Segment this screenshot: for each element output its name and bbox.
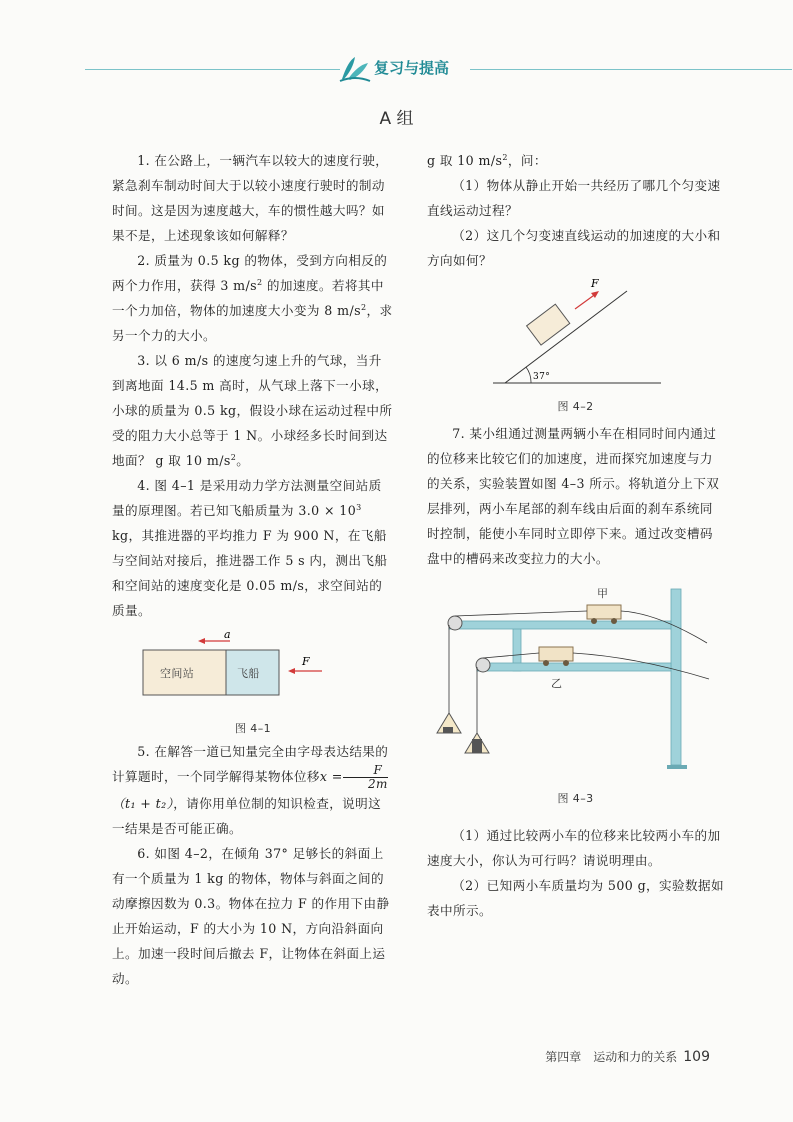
question-7-part-2: （2）已知两小车质量均为 500 g，实验数据如表中所示。: [427, 878, 724, 918]
section-title: 复习与提高: [374, 59, 450, 77]
cart-b-label: 乙: [551, 677, 563, 690]
cart-a-label: 甲: [597, 587, 609, 600]
figure-4-1: [112, 629, 394, 735]
chapter-label: 第四章 运动和力的关系: [545, 1050, 678, 1064]
incline-diagram: [427, 273, 724, 391]
question-7: 7. 某小组通过测量两辆小车在相同时间内通过的位移来比较它们的加速度，进而探究加速度与力的关系，实验装置如图 4–3 所示。将轨道分上下双层排列，两小车尾部的刹车线由后面的刹车系统同时控制，能使小车同时立即停下来。通过改变槽码盘中的槽码来改变拉力的大小。: [427, 426, 720, 566]
question-4: 4. 图 4–1 是采用动力学方法测量空间站质量的原理图。若已知飞船质量为 $3.0 \times 10^3$ kg，其推进器的平均推力 F 为 900 N，在飞船与空间站对接后，推进器工作 5 s 内，测出飞船和空间站的速度变化是 0.05 m/s，求空间站的质量。: [112, 478, 388, 618]
right-column: [427, 148, 724, 923]
page-footer: [545, 1048, 710, 1065]
question-6: 6. 如图 4–2，在倾角 37° 足够长的斜面上有一个质量为 1 kg 的物体，物体与斜面之间的动摩擦因数为 0.3。物体在拉力 F 的作用下由静止开始运动，F 的大小为 10 N，方向沿斜面向上。加速一段时间后撤去 F，让物体在斜面上运动。: [112, 846, 390, 986]
header-rule-right: [470, 69, 792, 70]
figure-4-3: [427, 583, 724, 813]
page-number: 109: [683, 1049, 710, 1065]
question-5: 5. 在解答一道已知量完全由字母表达结果的计算题时，一个同学解得某物体位移x = $\frac{F}{2m}$ （t₁ + t₂），请你用单位制的知识检查，说明这一结果是否可能正确。: [112, 744, 389, 836]
station-label: 空间站: [160, 667, 195, 680]
figure-caption: 图 4–2: [557, 400, 594, 413]
force-label: F: [302, 655, 311, 668]
accel-label: a: [224, 629, 231, 641]
group-title: A 组: [379, 109, 414, 129]
question-7-part-1: （1）通过比较两小车的位移来比较两小车的加速度大小，你认为可行吗？请说明理由。: [427, 828, 721, 868]
figure-caption: 图 4–3: [557, 792, 594, 805]
question-3: 3. 以 6 m/s 的速度匀速上升的气球，当升到离地面 14.5 m 高时，从气球上落下一小球，小球的质量为 0.5 kg，假设小球在运动过程中所受的阻力大小总等于 1 N。小球经多长时间到达地面？ g 取 10 $m/s^2$。: [112, 353, 393, 468]
force-label: F: [591, 277, 600, 290]
angle-label: 37°: [533, 372, 551, 382]
figure-caption: 图 4–1: [235, 722, 271, 735]
header-rule-left: [85, 69, 340, 70]
space-station-diagram: [112, 629, 394, 713]
question-6-part-2: （2）这几个匀变速直线运动的加速度的大小和方向如何？: [427, 228, 721, 268]
left-column: [112, 148, 394, 991]
question-2: 2. 质量为 0.5 kg 的物体，受到方向相反的两个力作用，获得 3 $m/s^2$ 的加速度。若将其中一个力加倍，物体的加速度大小变为 8 $m/s^2$，求另一个力的大小。: [112, 253, 393, 343]
ship-label: 飞船: [237, 667, 260, 680]
two-cart-apparatus-diagram: [427, 583, 724, 783]
question-6-continued: g 取 10 $m/s^2$，问：: [427, 152, 547, 168]
question-1: 1. 在公路上，一辆汽车以较大的速度行驶，紧急刹车制动时间大于以较小速度行驶时的制动时间。这是因为速度越大，车的惯性越大吗？如果不是，上述现象该如何解释？: [112, 153, 389, 243]
question-6-part-1: （1）物体从静止开始一共经历了哪几个匀变速直线运动过程？: [427, 178, 721, 218]
figure-4-2: [427, 273, 724, 421]
leaf-logo-icon: [338, 55, 372, 83]
